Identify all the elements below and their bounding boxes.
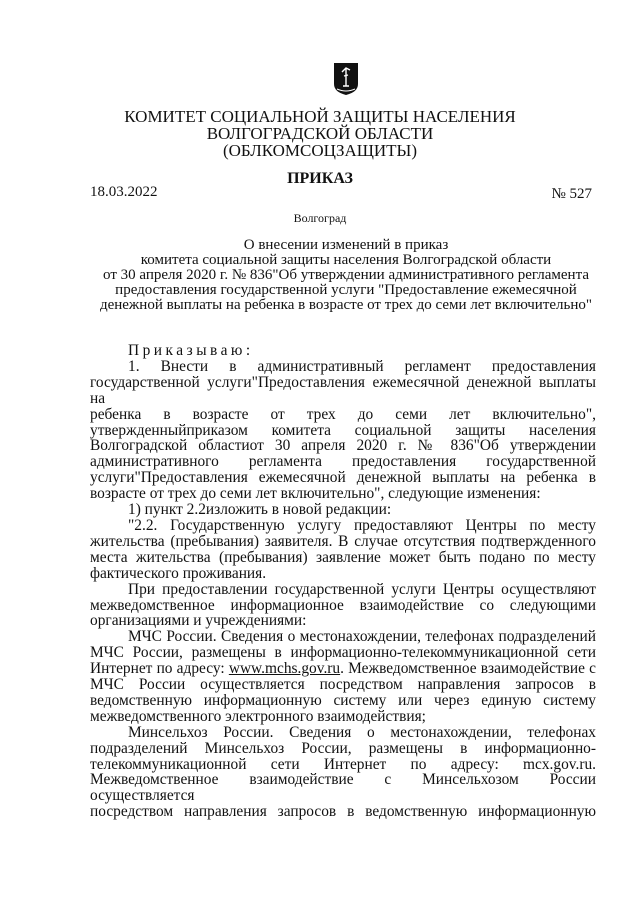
mchs-website-link[interactable]: www.mchs.gov.ru bbox=[228, 660, 341, 678]
order-word: Приказываю: bbox=[128, 342, 254, 359]
org-name-line-3: (ОБЛКОМСОЦЗАЩИТЫ) bbox=[222, 141, 418, 160]
body-line: межведомственного электронного взаимодействия; bbox=[90, 707, 426, 725]
body-line: услуги"Предоставления ежемесячной денежной выплаты на ребенка в bbox=[90, 469, 596, 487]
body-line: административного регламента предоставления государственной bbox=[90, 453, 596, 471]
body-line: При предоставлении государственной услуги Центры осуществляют bbox=[128, 580, 596, 598]
coat-of-arms-icon bbox=[333, 62, 359, 96]
subject-line: от 30 апреля 2020 г. № 836"Об утверждении административного регламента bbox=[103, 267, 589, 283]
body-line: ребенка в возрасте от трех до семи лет включительно", bbox=[90, 405, 596, 423]
body-line: возрасте от трех до семи лет включительно", следующие изменения: bbox=[90, 485, 541, 503]
body-line: 1) пункт 2.2изложить в новой редакции: bbox=[128, 501, 392, 519]
body-line: 1. Внести в административный регламент предоставления bbox=[128, 357, 596, 375]
doc-number: № 527 bbox=[551, 186, 592, 202]
body-line: МЧС России осуществляется посредством направления запросов в bbox=[90, 676, 596, 694]
body-line: МЧС России. Сведения о местонахождении, телефонах подразделений bbox=[128, 628, 596, 646]
body-line: "2.2. Государственную услугу предоставляют Центры по месту bbox=[128, 516, 596, 534]
org-name-line-1: КОМИТЕТ СОЦИАЛЬНОЙ ЗАЩИТЫ НАСЕЛЕНИЯ bbox=[124, 107, 516, 126]
body-line: телекоммуникационной сети Интернет по адресу: mcx.gov.ru. bbox=[90, 755, 596, 773]
body-line: ведомственную информационную систему или через единую систему bbox=[90, 691, 596, 709]
body-line: Волгоградской областиот 30 апреля 2020 г. № 836"Об утверждении bbox=[90, 437, 596, 455]
doc-subject bbox=[86, 238, 606, 313]
doc-date: 18.03.2022 bbox=[90, 184, 158, 200]
body-line: государственной услуги"Предоставления ежемесячной денежной выплаты на bbox=[90, 373, 596, 407]
body-line: Интернет по адресу: www.mchs.gov.ru. Межведомственное взаимодействие с bbox=[90, 660, 596, 678]
subject-line: денежной выплаты на ребенка в возрасте от трех до семи лет включительно" bbox=[99, 297, 593, 313]
subject-line: предоставления государственной услуги "Предоставление ежемесячной bbox=[115, 282, 577, 298]
body-line: утвержденныйприказом комитета социальной защиты населения bbox=[90, 421, 596, 439]
body-line: межведомственное информационное взаимодействие со следующими bbox=[90, 596, 596, 614]
body-line: МЧС России, размещены в информационно-телекоммуникационной сети bbox=[90, 644, 596, 662]
body-line: Межведомственное взаимодействие с Минсельхозом России осуществляется bbox=[90, 771, 596, 805]
doc-body bbox=[90, 343, 596, 820]
body-line: посредством направления запросов в ведомственную информационную bbox=[90, 803, 596, 821]
org-name-line-2: ВОЛГОГРАДСКОЙ ОБЛАСТИ bbox=[206, 124, 434, 143]
body-line: подразделений Минсельхоз России, размещены в информационно- bbox=[90, 739, 596, 757]
body-line: Минсельхоз России. Сведения о местонахождении, телефонах bbox=[128, 723, 596, 741]
subject-line: комитета социальной защиты населения Волгоградской области bbox=[140, 252, 552, 268]
body-line: жительства (пребывания) заявителя. В случае отсутствия подтвержденного bbox=[90, 532, 596, 550]
doc-city: Волгоград bbox=[293, 211, 347, 225]
body-line: места жительства (пребывания) заявление может быть подано по месту bbox=[90, 548, 596, 566]
body-line: фактического проживания. bbox=[90, 564, 267, 582]
body-line: организациями и учреждениями: bbox=[90, 612, 307, 630]
subject-line: О внесении изменений в приказ bbox=[243, 237, 449, 253]
doc-type-title: ПРИКАЗ bbox=[287, 170, 353, 187]
